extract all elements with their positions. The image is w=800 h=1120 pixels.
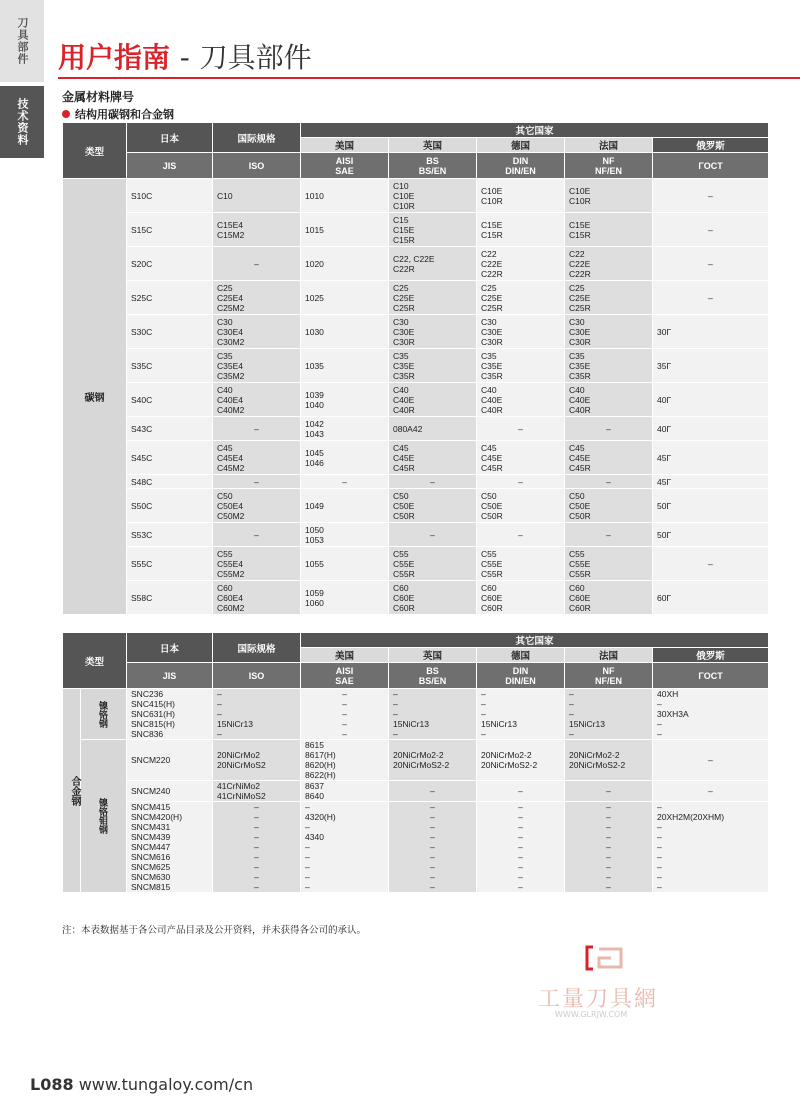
cell-iso: C25 C25E4 C25M2 — [213, 281, 301, 315]
subcategory-1 — [81, 740, 127, 893]
header-uk: 英国 — [389, 138, 477, 153]
carbon-steel-table — [62, 122, 769, 615]
cell-bs: 080A42 — [389, 417, 477, 441]
page-title-main: 用户指南 — [58, 41, 171, 74]
table-row — [63, 247, 769, 281]
header-din: DIN DIN/EN — [477, 153, 565, 179]
cell-gost: – — [653, 547, 769, 581]
table-row — [63, 179, 769, 213]
cell-jis: S55C — [127, 547, 213, 581]
cell-aisi: 1050 1053 — [301, 523, 389, 547]
cell-aisi: 1059 1060 — [301, 581, 389, 615]
subcategory-label: 镍铬钼钢 — [98, 798, 108, 834]
cell-nf: – — [565, 781, 653, 802]
cell-aisi: 1042 1043 — [301, 417, 389, 441]
section-subheading — [62, 106, 174, 122]
cell-nf: C45 C45E C45R — [565, 441, 653, 475]
header-japan: 日本 — [127, 633, 213, 663]
side-tab-tool-parts[interactable] — [0, 0, 44, 82]
cell-nf: – – – 15NiCr13 – — [565, 689, 653, 740]
cell-bs: 20NiCrMo2-2 20NiCrMoS2-2 — [389, 740, 477, 781]
cell-iso: – — [213, 523, 301, 547]
header-intl-standard: 国际规格 — [213, 633, 301, 663]
cell-bs: C60 C60E C60R — [389, 581, 477, 615]
cell-aisi: 1055 — [301, 547, 389, 581]
cell-aisi: – — [301, 475, 389, 489]
cell-iso: C40 C40E4 C40M2 — [213, 383, 301, 417]
cell-nf: C55 C55E C55R — [565, 547, 653, 581]
cell-din: C22 C22E C22R — [477, 247, 565, 281]
cell-nf: C15E C15R — [565, 213, 653, 247]
cell-jis: S25C — [127, 281, 213, 315]
header-russia: 俄罗斯 — [653, 138, 769, 153]
cell-gost: 30Γ — [653, 315, 769, 349]
header-japan: 日本 — [127, 123, 213, 153]
header-france: 法国 — [565, 138, 653, 153]
header-type: 类型 — [63, 633, 127, 689]
cell-gost: 45Γ — [653, 441, 769, 475]
cell-jis: S43C — [127, 417, 213, 441]
table-row — [63, 383, 769, 417]
cell-bs: – – – 15NiCr13 – — [389, 689, 477, 740]
cell-jis: S40C — [127, 383, 213, 417]
table-row — [63, 689, 769, 740]
cell-nf: C10E C10R — [565, 179, 653, 213]
cell-gost: 45Γ — [653, 475, 769, 489]
cell-iso: 20NiCrMo2 20NiCrMoS2 — [213, 740, 301, 781]
cell-din: C40 C40E C40R — [477, 383, 565, 417]
alloy-steel-table — [62, 632, 769, 893]
section-heading: 金属材料牌号 — [62, 90, 135, 104]
cell-gost: – 20XH2M(20XHM) – – – – – – – — [653, 802, 769, 893]
cell-bs: – — [389, 475, 477, 489]
header-bs: BS BS/EN — [389, 663, 477, 689]
table-row — [63, 581, 769, 615]
table-row — [63, 489, 769, 523]
table-row — [63, 781, 769, 802]
cell-jis: S35C — [127, 349, 213, 383]
cell-bs: C15 C15E C15R — [389, 213, 477, 247]
cell-gost: – — [653, 281, 769, 315]
cell-nf: – — [565, 417, 653, 441]
watermark-logo-icon — [583, 945, 629, 971]
table-row — [63, 802, 769, 893]
cell-nf: C50 C50E C50R — [565, 489, 653, 523]
cell-jis: SNCM240 — [127, 781, 213, 802]
header-gost: ΓOCT — [653, 153, 769, 179]
cell-din: C60 C60E C60R — [477, 581, 565, 615]
cell-gost: 50Γ — [653, 489, 769, 523]
header-din: DIN DIN/EN — [477, 663, 565, 689]
cell-jis: S48C — [127, 475, 213, 489]
header-russia: 俄罗斯 — [653, 648, 769, 663]
cell-aisi: – – – – – — [301, 689, 389, 740]
header-intl-standard: 国际规格 — [213, 123, 301, 153]
table-row — [63, 281, 769, 315]
cell-aisi: 1015 — [301, 213, 389, 247]
cell-jis: S30C — [127, 315, 213, 349]
page-title-separator: - — [179, 41, 190, 74]
table-row — [63, 547, 769, 581]
cell-din: – — [477, 781, 565, 802]
cell-nf: – – – – – – – – – — [565, 802, 653, 893]
bullet-dot-icon — [62, 110, 70, 118]
header-other-countries: 其它国家 — [301, 633, 769, 648]
cell-iso: C15E4 C15M2 — [213, 213, 301, 247]
cell-gost: 50Γ — [653, 523, 769, 547]
cell-bs: C45 C45E C45R — [389, 441, 477, 475]
footer-link[interactable]: www.tungaloy.com/cn — [78, 1075, 254, 1094]
cell-iso: C55 C55E4 C55M2 — [213, 547, 301, 581]
cell-gost: 60Γ — [653, 581, 769, 615]
header-germany: 德国 — [477, 648, 565, 663]
header-iso: ISO — [213, 153, 301, 179]
page-title-sub: 刀具部件 — [199, 41, 312, 74]
cell-gost: – — [653, 247, 769, 281]
cell-din: C10E C10R — [477, 179, 565, 213]
side-tab-technical-data[interactable] — [0, 86, 44, 158]
cell-aisi: 1049 — [301, 489, 389, 523]
cell-gost: 40XH – 30XH3A – – — [653, 689, 769, 740]
table-row — [63, 441, 769, 475]
cell-gost: – — [653, 179, 769, 213]
category-alloy-steel — [63, 689, 81, 893]
cell-jis: S50C — [127, 489, 213, 523]
category-alloy-steel-label: 合金钢 — [69, 775, 80, 806]
cell-din: – – – 15NiCr13 – — [477, 689, 565, 740]
cell-bs: C40 C40E C40R — [389, 383, 477, 417]
cell-jis: SNC236 SNC415(H) SNC631(H) SNC815(H) SNC836 — [127, 689, 213, 740]
table-row — [63, 417, 769, 441]
page-footer — [30, 1075, 253, 1094]
cell-iso: – — [213, 475, 301, 489]
cell-din: – – – – – – – – – — [477, 802, 565, 893]
header-uk: 英国 — [389, 648, 477, 663]
title-divider — [58, 77, 800, 79]
cell-din: C35 C35E C35R — [477, 349, 565, 383]
table-row — [63, 315, 769, 349]
cell-nf: C22 C22E C22R — [565, 247, 653, 281]
cell-din: C30 C30E C30R — [477, 315, 565, 349]
cell-iso: 41CrNiMo2 41CrNiMoS2 — [213, 781, 301, 802]
side-tab-tool-parts-label: 刀具部件 — [16, 17, 29, 65]
section-subheading-text: 结构用碳钢和合金钢 — [75, 108, 174, 121]
cell-gost: – — [653, 740, 769, 781]
cell-jis: SNCM220 — [127, 740, 213, 781]
header-germany: 德国 — [477, 138, 565, 153]
header-aisi: AISI SAE — [301, 663, 389, 689]
cell-nf: 20NiCrMo2-2 20NiCrMoS2-2 — [565, 740, 653, 781]
watermark-text: 工量刀具網 — [538, 987, 659, 1012]
cell-bs: C10 C10E C10R — [389, 179, 477, 213]
header-nf: NF NF/EN — [565, 153, 653, 179]
cell-nf: C25 C25E C25R — [565, 281, 653, 315]
header-usa: 美国 — [301, 138, 389, 153]
cell-bs: C25 C25E C25R — [389, 281, 477, 315]
cell-aisi: 1035 — [301, 349, 389, 383]
cell-bs: C55 C55E C55R — [389, 547, 477, 581]
cell-iso: – – – – – – – – – — [213, 802, 301, 893]
cell-jis: S10C — [127, 179, 213, 213]
header-nf: NF NF/EN — [565, 663, 653, 689]
cell-aisi: 8637 8640 — [301, 781, 389, 802]
cell-bs: C35 C35E C35R — [389, 349, 477, 383]
cell-iso: C60 C60E4 C60M2 — [213, 581, 301, 615]
header-gost: ΓOCT — [653, 663, 769, 689]
header-other-countries: 其它国家 — [301, 123, 769, 138]
header-jis: JIS — [127, 663, 213, 689]
table-row — [63, 475, 769, 489]
cell-gost: 40Γ — [653, 417, 769, 441]
header-france: 法国 — [565, 648, 653, 663]
cell-iso: – – – 15NiCr13 – — [213, 689, 301, 740]
cell-jis: SNCM415 SNCM420(H) SNCM431 SNCM439 SNCM447 SNCM616 SNCM625 SNCM630 SNCM815 — [127, 802, 213, 893]
header-type: 类型 — [63, 123, 127, 179]
table-row — [63, 349, 769, 383]
cell-din: C50 C50E C50R — [477, 489, 565, 523]
cell-din: 20NiCrMo2-2 20NiCrMoS2-2 — [477, 740, 565, 781]
header-bs: BS BS/EN — [389, 153, 477, 179]
cell-aisi: 1010 — [301, 179, 389, 213]
cell-nf: – — [565, 523, 653, 547]
cell-jis: S20C — [127, 247, 213, 281]
cell-aisi: – 4320(H) – 4340 – – – – – — [301, 802, 389, 893]
table-row — [63, 213, 769, 247]
cell-aisi: 1039 1040 — [301, 383, 389, 417]
header-usa: 美国 — [301, 648, 389, 663]
table-row — [63, 523, 769, 547]
side-tab-technical-data-label: 技术资料 — [16, 98, 29, 146]
cell-iso: C35 C35E4 C35M2 — [213, 349, 301, 383]
page-number: L088 — [30, 1075, 74, 1094]
page-title — [58, 36, 312, 76]
cell-gost: 35Γ — [653, 349, 769, 383]
cell-nf: C60 C60E C60R — [565, 581, 653, 615]
cell-nf: C35 C35E C35R — [565, 349, 653, 383]
cell-iso: – — [213, 247, 301, 281]
cell-bs: C22, C22E C22R — [389, 247, 477, 281]
cell-aisi: 8615 8617(H) 8620(H) 8622(H) — [301, 740, 389, 781]
cell-jis: S58C — [127, 581, 213, 615]
table-row — [63, 740, 769, 781]
cell-aisi: 1025 — [301, 281, 389, 315]
cell-jis: S45C — [127, 441, 213, 475]
watermark-url: WWW.GLRJW.COM — [555, 1010, 628, 1019]
cell-iso: – — [213, 417, 301, 441]
cell-bs: C30 C30E C30R — [389, 315, 477, 349]
cell-aisi: 1045 1046 — [301, 441, 389, 475]
cell-din: C45 C45E C45R — [477, 441, 565, 475]
subcategory-label: 镍铬钢 — [98, 700, 108, 728]
cell-nf: C30 C30E C30R — [565, 315, 653, 349]
cell-aisi: 1030 — [301, 315, 389, 349]
cell-iso: C45 C45E4 C45M2 — [213, 441, 301, 475]
cell-aisi: 1020 — [301, 247, 389, 281]
cell-jis: S15C — [127, 213, 213, 247]
cell-iso: C50 C50E4 C50M2 — [213, 489, 301, 523]
cell-din: – — [477, 475, 565, 489]
cell-bs: – – – – – – – – – — [389, 802, 477, 893]
header-iso: ISO — [213, 663, 301, 689]
cell-bs: – — [389, 523, 477, 547]
cell-din: – — [477, 523, 565, 547]
cell-din: C55 C55E C55R — [477, 547, 565, 581]
cell-din: C15E C15R — [477, 213, 565, 247]
cell-bs: – — [389, 781, 477, 802]
header-aisi: AISI SAE — [301, 153, 389, 179]
cell-din: – — [477, 417, 565, 441]
subcategory-0 — [81, 689, 127, 740]
cell-gost: – — [653, 213, 769, 247]
cell-jis: S53C — [127, 523, 213, 547]
cell-gost: – — [653, 781, 769, 802]
cell-nf: – — [565, 475, 653, 489]
cell-iso: C10 — [213, 179, 301, 213]
cell-nf: C40 C40E C40R — [565, 383, 653, 417]
cell-iso: C30 C30E4 C30M2 — [213, 315, 301, 349]
cell-din: C25 C25E C25R — [477, 281, 565, 315]
category-carbon-steel: 碳钢 — [63, 179, 127, 615]
table-footnote: 注：本表数据基于各公司产品目录及公开资料，并未获得各公司的承认。 — [62, 925, 367, 936]
header-jis: JIS — [127, 153, 213, 179]
cell-bs: C50 C50E C50R — [389, 489, 477, 523]
cell-gost: 40Γ — [653, 383, 769, 417]
